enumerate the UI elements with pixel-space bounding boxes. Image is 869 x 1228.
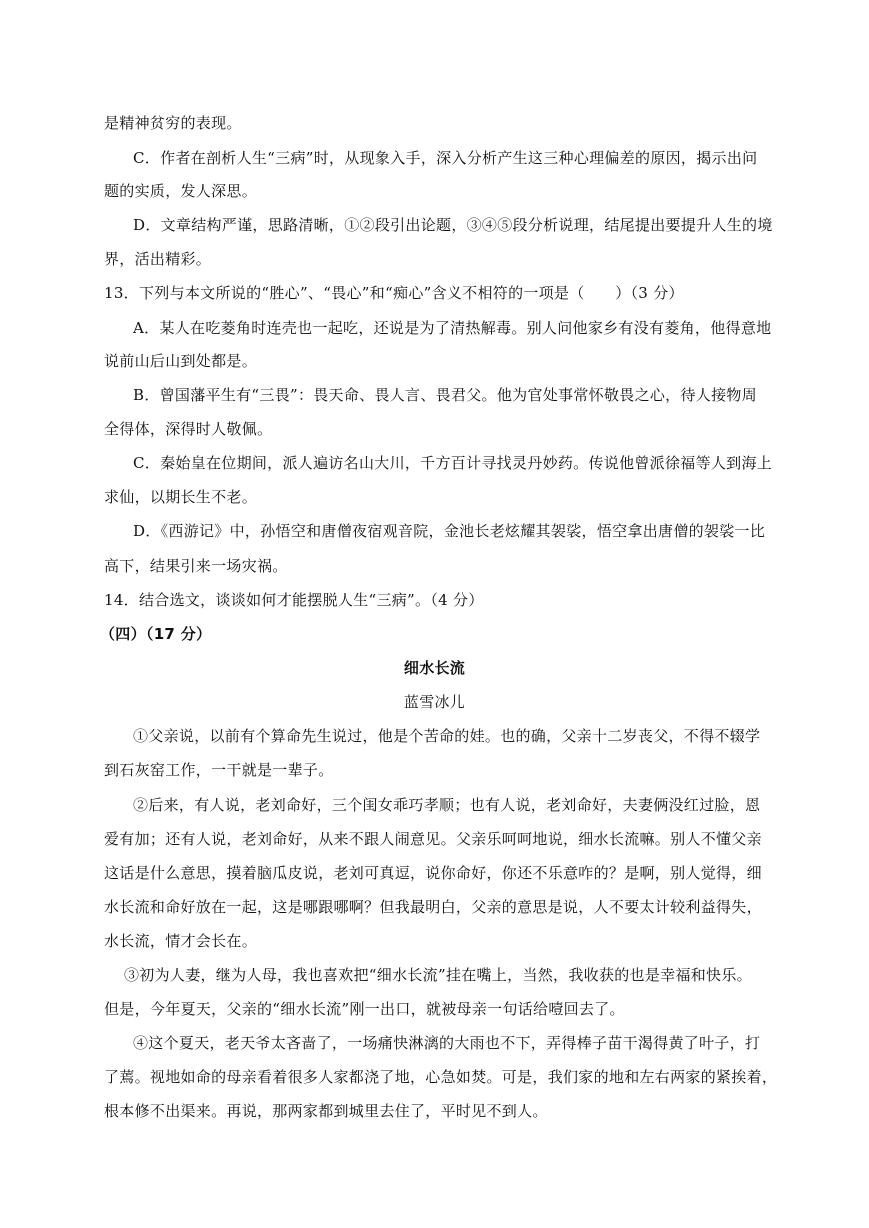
text-line: 题的实质，发人深思。 bbox=[104, 182, 258, 200]
paragraph-line: 爱有加；还有人说，老刘命好，从来不跟人闹意见。父亲乐呵呵地说，细水长流嘛。别人不懂父亲 bbox=[104, 830, 762, 848]
question-14: 14．结合选文，谈谈如何才能摆脱人生“三病”。（4 分） bbox=[104, 591, 484, 609]
paragraph-line: ④这个夏天，老天爷太吝啬了，一场痛快淋漓的大雨也不下，弄得棒子苗干渴得黄了叶子，打 bbox=[133, 1034, 761, 1052]
text-line: 高下，结果引来一场灾祸。 bbox=[104, 557, 288, 575]
section-heading: （四）（17 分） bbox=[100, 625, 212, 643]
paragraph-line: 了蔫。视地如命的母亲看着很多人家都浇了地，心急如焚。可是，我们家的地和左右两家的紧挨着， bbox=[104, 1068, 778, 1086]
paragraph-line: 但是，今年夏天，父亲的“细水长流”刚一出口，就被母亲一句话给噎回去了。 bbox=[104, 1000, 625, 1018]
option-d-line: D．文章结构严谨，思路清晰，①②段引出论题，③④⑤段分析说理，结尾提出要提升人生的境 bbox=[133, 216, 773, 234]
article-author: 蓝雪冰儿 bbox=[403, 693, 466, 711]
paragraph-line: ①父亲说，以前有个算命先生说过，他是个苦命的娃。也的确，父亲十二岁丧父，不得不辍学 bbox=[133, 727, 761, 745]
text-line: 界，活出精彩。 bbox=[104, 250, 212, 268]
question-13: 13．下列与本文所说的“胜心”、“畏心”和“痴心”含义不相符的一项是（ ）（3 分） bbox=[104, 284, 684, 302]
paragraph-line: ②后来，有人说，老刘命好，三个闺女乖巧孝顺；也有人说，老刘命好，夫妻俩没红过脸，恩 bbox=[133, 796, 761, 814]
text-line: 求仙，以期长生不老。 bbox=[104, 488, 258, 506]
text-line: 说前山后山到处都是。 bbox=[104, 352, 258, 370]
option-a-line: A．某人在吃菱角时连壳也一起吃，还说是为了清热解毒。别人问他家乡有没有菱角，他得意地 bbox=[133, 319, 772, 337]
article-title: 细水长流 bbox=[403, 659, 466, 677]
paragraph-line: 根本修不出渠来。再说，那两家都到城里去住了，平时见不到人。 bbox=[104, 1102, 548, 1120]
option-c-line: C．秦始皇在位期间，派人遍访名山大川，千方百计寻找灵丹妙药。传说他曾派徐福等人到海上 bbox=[133, 454, 773, 472]
option-d-line: D．《西游记》中，孙悟空和唐僧夜宿观音院，金池长老炫耀其袈裟，悟空拿出唐僧的袈裟一比 bbox=[133, 522, 766, 540]
paragraph-line: 水长流，情才会长在。 bbox=[104, 932, 258, 950]
text-line: 是精神贫穷的表现。 bbox=[104, 114, 242, 132]
option-c-line: C．作者在剖析人生“三病”时，从现象入手，深入分析产生这三种心理偏差的原因，揭示出问 bbox=[133, 149, 758, 167]
paragraph-line: 到石灰窑工作，一干就是一辈子。 bbox=[104, 761, 334, 779]
option-b-line: B．曾国藩平生有“三畏”：畏天命、畏人言、畏君父。他为官处事常怀敬畏之心，待人接物周 bbox=[133, 386, 757, 404]
paragraph-line: ③初为人妻，继为人母，我也喜欢把“细水长流”挂在嘴上，当然，我收获的也是幸福和快乐。 bbox=[124, 966, 752, 984]
paragraph-line: 水长流和命好放在一起，这是哪跟哪啊？但我最明白，父亲的意思是说，人不要太计较利益得失， bbox=[104, 898, 762, 916]
paragraph-line: 这话是什么意思，摸着脑瓜皮说，老刘可真逗，说你命好，你还不乐意咋的？是啊，别人觉得，细 bbox=[104, 864, 762, 882]
text-line: 全得体，深得时人敬佩。 bbox=[104, 420, 273, 438]
